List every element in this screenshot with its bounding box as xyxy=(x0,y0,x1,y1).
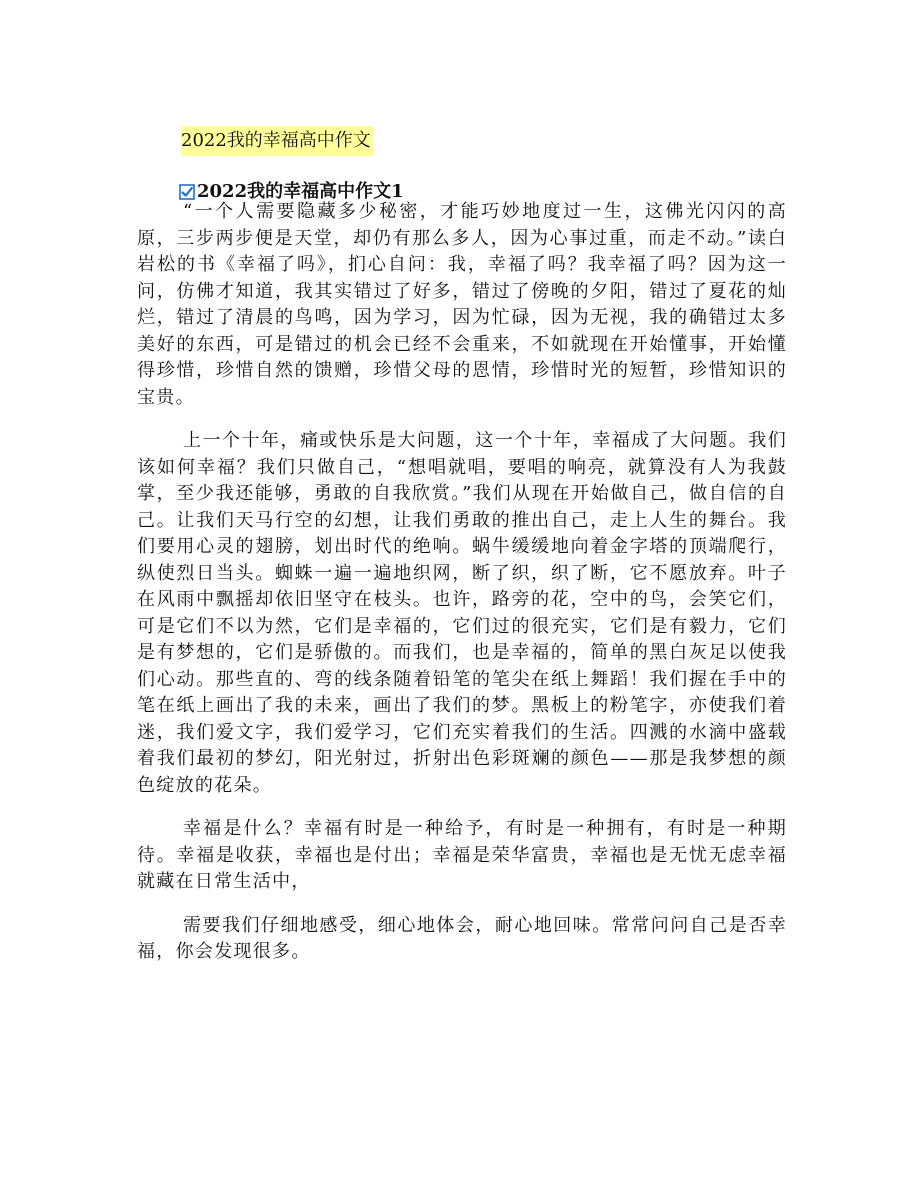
paragraph-4: 需要我们仔细地感受，细心地体会，耐心地回味。常常问问自己是否幸福，你会发现很多。 xyxy=(137,914,787,962)
section-heading-text: 2022我的幸福高中作文1 xyxy=(197,181,404,202)
checkbox-checked-icon xyxy=(179,184,195,200)
document-title: 2022我的幸福高中作文 xyxy=(181,126,373,156)
essay-body xyxy=(137,199,787,983)
paragraph-2: 上一个十年，痛或快乐是大问题，这一个十年，幸福成了大问题。我们该如何幸福？我们只做自己，“想唱就唱，要唱的响亮，就算没有人为我鼓掌，至少我还能够，勇敢的自我欣赏。”我们从现在开始做自己，做自信的自己。让我们天马行空的幻想，让我们勇敢的推出自己，走上人生的舞台。我们要用心灵的翅膀，划出时代的绝响。蜗牛缓缓地向着金字塔的顶端爬行，纵使烈日当头。蜘蛛一遍一遍地织网，断了织，织了断，它不愿放弃。叶子在风雨中飘摇却依旧坚守在枝头。也许，路旁的花，空中的鸟，会笑它们，可是它们不以为然，它们是幸福的，它们过的很充实，它们是有毅力，它们是有梦想的，它们是骄傲的。而我们，也是幸福的，简单的黑白灰足以使我们心动。那些直的、弯的线条随着铅笔的笔尖在纸上舞蹈！我们握在手中的笔在纸上画出了我的未来，画出了我们的梦。黑板上的粉笔字，亦使我们着迷，我们爱文字，我们爱学习，它们充实着我们的生活。四溅的水滴中盛载着我们最初的梦幻，阳光射过，折射出色彩斑斓的颜色——那是我梦想的颜色绽放的花朵。 xyxy=(137,430,787,796)
paragraph-1: “一个人需要隐藏多少秘密，才能巧妙地度过一生，这佛光闪闪的高原，三步两步便是天堂，却仍有那么多人，因为心事过重，而走不动。”读白岩松的书《幸福了吗》，扪心自问：我，幸福了吗？我幸福了吗？因为这一问，仿佛才知道，我其实错过了好多，错过了傍晚的夕阳，错过了夏花的灿烂，错过了清晨的鸟鸣，因为学习，因为忙碌，因为无视，我的确错过太多美好的东西，可是错过的机会已经不会重来，不如就现在开始懂事，开始懂得珍惜，珍惜自然的馈赠，珍惜父母的恩情，珍惜时光的短暂，珍惜知识的宝贵。 xyxy=(137,201,787,408)
paragraph-3: 幸福是什么？幸福有时是一种给予，有时是一种拥有，有时是一种期待。幸福是收获，幸福也是付出；幸福是荣华富贵，幸福也是无忧无虑幸福就藏在日常生活中， xyxy=(137,818,787,892)
